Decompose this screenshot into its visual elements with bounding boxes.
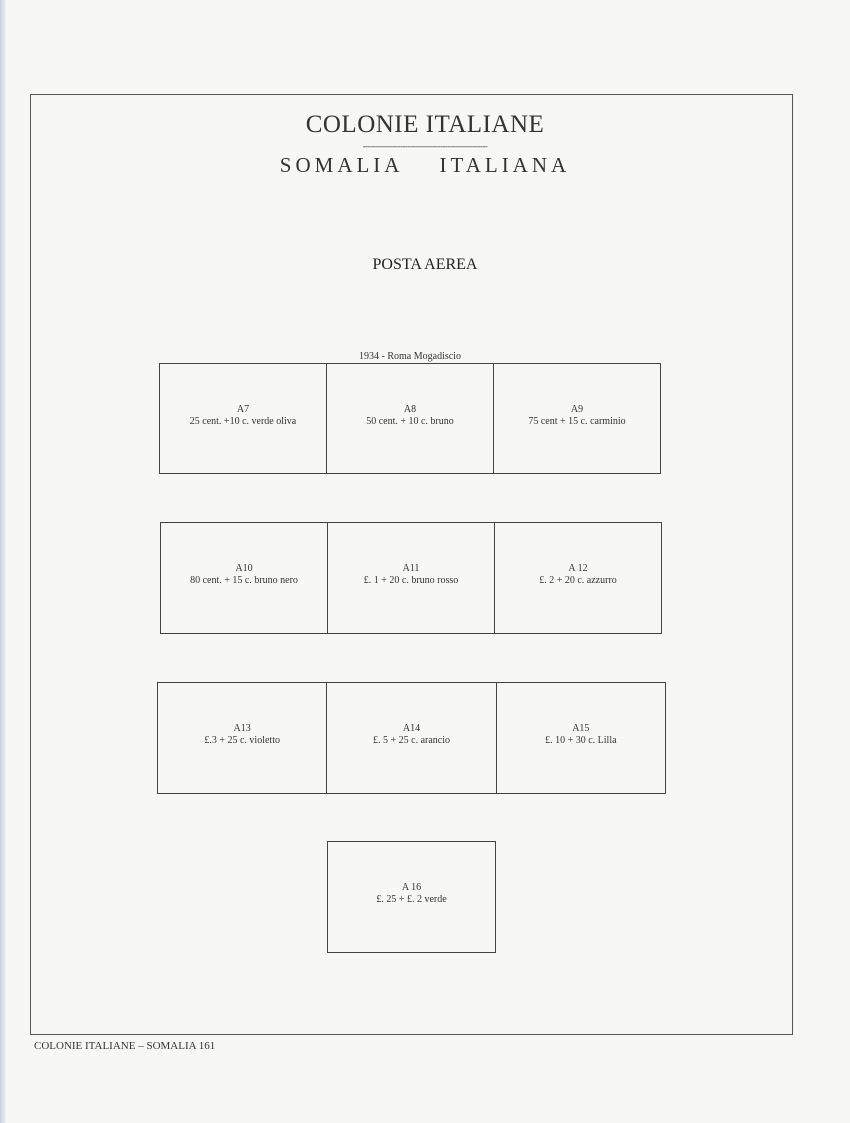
stamp-description: £. 1 + 20 c. bruno rosso	[363, 575, 459, 586]
stamp-slot	[494, 364, 660, 473]
stamp-code: A9	[570, 404, 584, 415]
stamp-description: 75 cent + 15 c. carminio	[528, 416, 626, 427]
stamp-row-2	[160, 522, 662, 634]
stamp-slot	[497, 683, 665, 793]
stamp-slot	[327, 364, 494, 473]
page-footer: COLONIE ITALIANE – SOMALIA 161	[34, 1040, 216, 1052]
stamp-description: £. 25 + £. 2 verde	[376, 894, 447, 905]
stamp-slot	[161, 523, 328, 633]
page-subtitle: SOMALIA ITALIANA	[279, 153, 571, 177]
stamp-description: 50 cent. + 10 c. bruno	[366, 416, 454, 427]
stamp-slot-single	[327, 841, 496, 953]
stamp-slot	[327, 683, 496, 793]
issue-label: 1934 - Roma Mogadiscio	[359, 351, 461, 362]
stamp-slot	[158, 683, 327, 793]
stamp-code: A15	[572, 723, 590, 734]
stamp-code: A11	[402, 563, 420, 574]
stamp-code: A10	[235, 563, 253, 574]
stamp-slot	[495, 523, 661, 633]
stamp-code: A 16	[401, 882, 422, 893]
section-heading: POSTA AEREA	[372, 256, 478, 273]
stamp-code: A 12	[568, 563, 588, 574]
stamp-slot	[328, 523, 495, 633]
stamp-description: 25 cent. +10 c. verde oliva	[189, 416, 297, 427]
stamp-description: £. 2 + 20 c. azzurro	[539, 575, 617, 586]
stamp-slot	[160, 364, 327, 473]
stamp-code: A8	[403, 404, 417, 415]
stamp-description: £. 5 + 25 c. arancio	[372, 735, 450, 746]
stamp-row-3	[157, 682, 666, 794]
stamp-description: 80 cent. + 15 c. bruno nero	[190, 575, 298, 586]
stamp-code: A14	[402, 723, 421, 734]
stamp-description: £.3 + 25 c. violetto	[204, 735, 280, 746]
stamp-code: A7	[236, 404, 250, 415]
stamp-description: £. 10 + 30 c. Lilla	[545, 735, 617, 746]
page-title: COLONIE ITALIANE	[305, 111, 545, 138]
stamp-row-1	[159, 363, 661, 474]
title-separator: --------------------------------------------------	[362, 141, 488, 151]
stamp-code: A13	[233, 723, 251, 734]
